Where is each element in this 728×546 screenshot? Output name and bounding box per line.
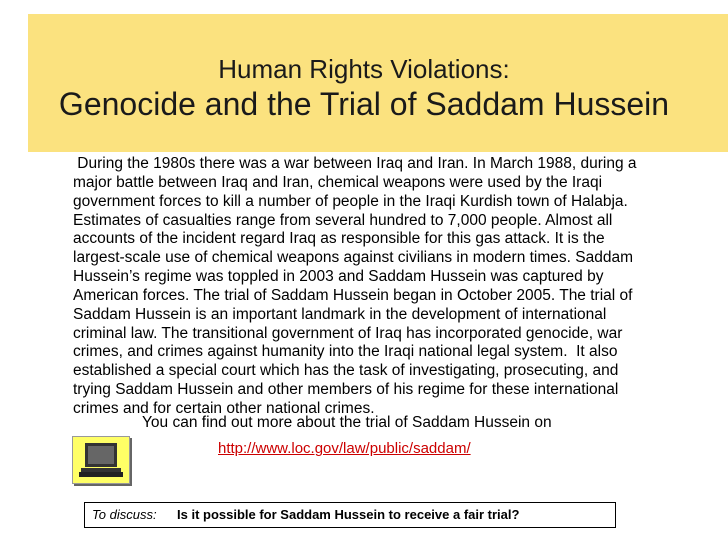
discuss-label: To discuss:: [92, 507, 157, 522]
body-line: major battle between Iraq and Iran, chemical weapons were used by the Iraqi: [73, 173, 603, 191]
computer-icon-graphic: [73, 437, 129, 483]
slide-title-line2: Genocide and the Trial of Saddam Hussein: [58, 86, 670, 122]
body-paragraph: [73, 155, 673, 419]
body-line: Hussein’s regime was toppled in 2003 and Saddam Hussein was captured by: [73, 268, 604, 286]
body-line: accounts of the incident regard Iraq as responsible for this gas attack. It is the: [73, 230, 605, 248]
body-line: largest-scale use of chemical weapons against civilians in modern times. Saddam: [73, 249, 633, 267]
body-line: American forces. The trial of Saddam Hussein began in October 2005. The trial of: [73, 286, 633, 304]
body-line: During the 1980s there was a war between Iraq and Iran. In March 1988, during a: [73, 155, 637, 172]
body-line: Saddam Hussein is an important landmark in the development of international: [73, 305, 607, 323]
slide-title-line1: Human Rights Violations:: [218, 54, 510, 84]
body-line: government forces to kill a number of people in the Iraqi Kurdish town of Halabja.: [73, 192, 628, 210]
body-line: criminal law. The transitional government of Iraq has incorporated genocide, war: [73, 324, 623, 342]
saddam-trial-link[interactable]: http://www.loc.gov/law/public/saddam/: [218, 440, 471, 457]
find-more-text: You can find out more about the trial of Saddam Hussein on: [142, 414, 552, 431]
body-line: crimes, and crimes against humanity into the Iraqi national legal system. It also: [73, 343, 618, 361]
body-line: crimes and for certain other national crimes.: [73, 399, 375, 417]
body-line: trying Saddam Hussein and other members of his regime for these international: [73, 381, 619, 399]
discussion-box: [84, 502, 616, 528]
computer-icon[interactable]: [72, 436, 130, 484]
discuss-question: Is it possible for Saddam Hussein to receive a fair trial?: [177, 507, 520, 522]
body-line: established a special court which has the task of investigating, prosecuting, and: [73, 362, 619, 380]
body-line: Estimates of casualties range from several hundred to 7,000 people. Almost all: [73, 211, 613, 229]
